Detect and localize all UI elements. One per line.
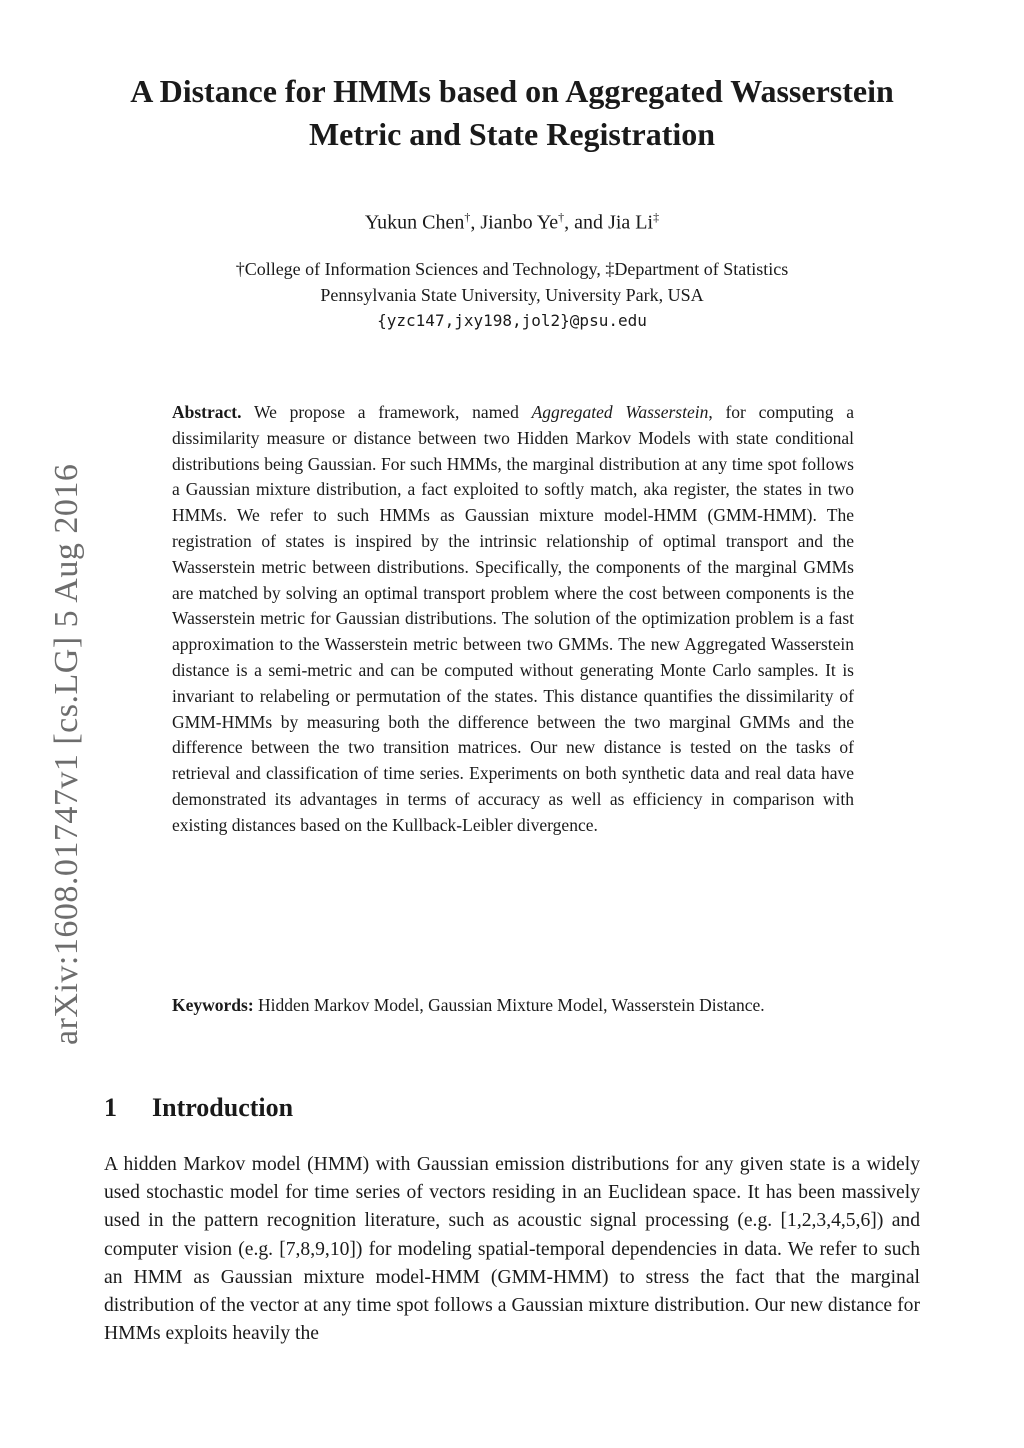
author-email: {yzc147,jxy198,jol2}@psu.edu	[377, 311, 647, 330]
section-number: 1	[104, 1093, 117, 1122]
arxiv-identifier: arXiv:1608.01747v1 [cs.LG] 5 Aug 2016	[48, 463, 85, 1045]
section-heading	[104, 1090, 920, 1126]
abstract-text: , for computing a dissimilarity measure or distance between two Hidden Markov Models with state conditional distributions being Gaussian. For such HMMs, the marginal distribution at any time spot follows a Gaussian mixture distribution, a fact exploited to softly match, aka register, the states in two HMMs. We refer to such HMMs as Gaussian mixture model-HMM (GMM-HMM). The registration of states is inspired by the intrinsic relationship of optimal transport and the Wasserstein metric between distributions. Specifically, the components of the marginal GMMs are matched by solving an optimal transport problem where the cost between components is the Wasserstein metric for Gaussian distributions. The solution of the optimization problem is a fast approximation to the Wasserstein metric between two GMMs. The new Aggregated Wasserstein distance is a semi-metric and can be computed without generating Monte Carlo samples. It is invariant to relabeling or permutation of the states. This distance quantifies the dissimilarity of GMM-HMMs by measuring both the difference between the two marginal GMMs and the difference between the two transition matrices. Our new distance is tested on the tasks of retrieval and classification of time series. Experiments on both synthetic data and real data have demonstrated its advantages in terms of accuracy as well as efficiency in comparison with existing distances based on the Kullback-Leibler divergence.	[172, 402, 855, 835]
author-name: Jia Li	[608, 211, 654, 234]
author-name: Yukun Chen	[364, 211, 465, 234]
paper-title: A Distance for HMMs based on Aggregated Wasserstein Metric and State Registration	[130, 73, 894, 152]
abstract-label: Abstract.	[172, 402, 242, 422]
affiliation-block	[100, 256, 924, 334]
author-separator: , and	[564, 211, 609, 234]
section-title: Introduction	[152, 1093, 294, 1122]
abstract-emphasis: Aggregated Wasserstein	[531, 402, 709, 422]
affiliation-line: Pennsylvania State University, University Park, USA	[320, 285, 704, 305]
author-mark: †	[558, 210, 565, 224]
author-name: Jianbo Ye	[480, 211, 559, 234]
author-mark: ‡	[653, 210, 660, 224]
keywords	[172, 993, 854, 1019]
keywords-text: Hidden Markov Model, Gaussian Mixture Model, Wasserstein Distance.	[258, 995, 765, 1015]
abstract-text: We propose a framework, named	[253, 402, 519, 422]
affiliation-line: †College of Information Sciences and Technology, ‡Department of Statistics	[235, 259, 789, 279]
author-mark: †	[464, 210, 471, 224]
abstract	[172, 400, 854, 839]
author-separator: ,	[470, 211, 481, 234]
intro-paragraph: A hidden Markov model (HMM) with Gaussian emission distributions for any given state is a widely used stochastic model for time series of vectors residing in an Euclidean space. It has been massively used in the pattern recognition literature, such as acoustic signal processing (e.g. [1,2,3,4,5,6]) and computer vision (e.g. [7,8,9,10]) for modeling spatial-temporal dependencies in data. We refer to such an HMM as Gaussian mixture model-HMM (GMM-HMM) to stress the fact that the marginal distribution of the vector at any time spot follows a Gaussian mixture distribution. Our new distance for HMMs exploits heavily the	[104, 1154, 920, 1345]
author-list	[120, 203, 904, 237]
keywords-label: Keywords:	[172, 995, 254, 1015]
